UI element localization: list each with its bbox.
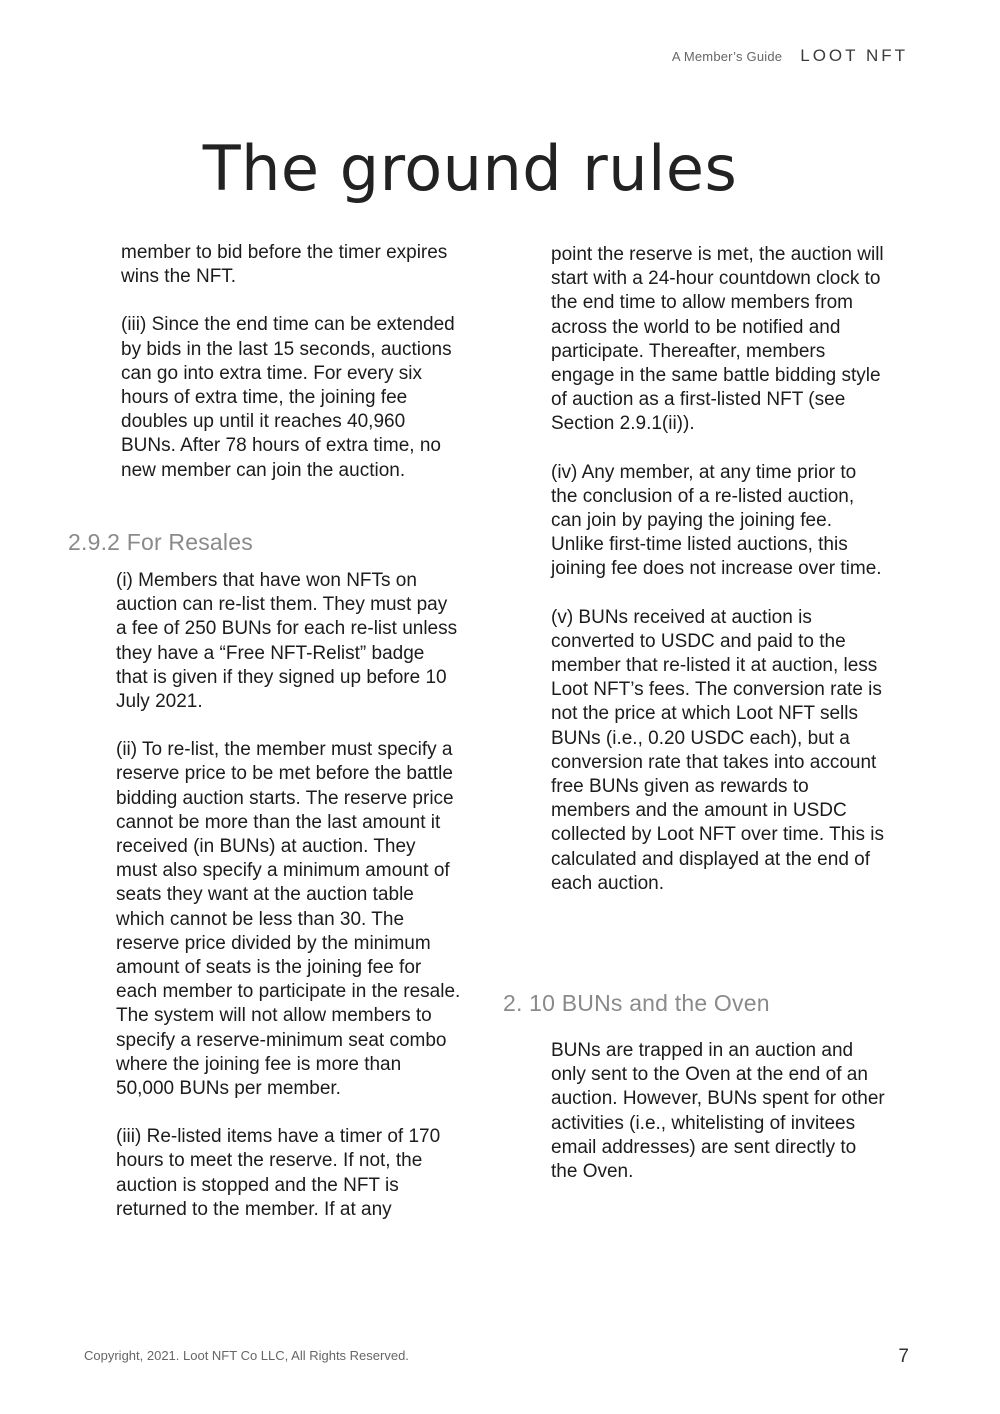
left-column-top xyxy=(121,241,461,507)
paragraph-resale-iii-continued: point the reserve is met, the auction will start with a 24-hour countdown clock to the end time to allow members from across the world to be notified and participate. Thereafter, members engage in the same battle bidding style of auction as a first-listed NFT (see Section 2.9.1(ii)). xyxy=(551,244,884,435)
section-heading-oven: 2. 10 BUNs and the Oven xyxy=(503,990,770,1016)
paragraph-resale-ii: (ii) To re-list, the member must specify a reserve price to be met before the battle bidding auction starts. The reserve price cannot be more than the last amount it received (in BUNs) at auction. They must also specify a minimum amount of seats they want at the auction table which cannot be less than 30. The reserve price divided by the minimum amount of seats is the joining fee for each member to participate in the resale. The system will not allow members to specify a reserve-minimum seat combo where the joining fee is more than 50,000 BUNs per member. xyxy=(116,739,461,1100)
paragraph-resale-v: (v) BUNs received at auction is converted to USDC and paid to the member that re-listed it at auction, less Loot NFT’s fees. The conversion rate is not the price at which Loot NFT sells BUNs (i.e., 0.20 USDC each), but a conversion rate that takes into account free BUNs given as rewards to members and the amount in USDC collected by Loot NFT over time. This is calculated and displayed at the end of each auction. xyxy=(551,606,884,894)
paragraph-resale-iii: (iii) Re-listed items have a timer of 170 hours to meet the reserve. If not, the auction is stopped and the NFT is returned to the member. If at any xyxy=(116,1126,441,1220)
right-column-top xyxy=(551,243,886,920)
page-header xyxy=(672,46,908,66)
right-column-oven xyxy=(551,1039,886,1208)
brand-logo: LOOT NFT xyxy=(800,46,908,65)
page-number: 7 xyxy=(898,1346,909,1367)
footer-copyright: Copyright, 2021. Loot NFT Co LLC, All Rights Reserved. xyxy=(84,1348,409,1363)
paragraph-continuation: member to bid before the timer expires wins the NFT. xyxy=(121,242,448,288)
paragraph-resale-i: (i) Members that have won NFTs on auction can re-list them. They must pay a fee of 250 BUNs for each re-list unless they have a “Free NFT-Relist” badge that is given if they signed up before 10 July 2021. xyxy=(116,570,458,713)
header-guide-label: A Member’s Guide xyxy=(671,48,783,64)
paragraph-resale-iv: (iv) Any member, at any time prior to the conclusion of a re-listed auction, can join by paying the joining fee. Unlike first-time listed auctions, this joining fee does not increase over time. xyxy=(551,461,882,580)
left-column-resales xyxy=(116,569,461,1246)
section-heading-resales: 2.9.2 For Resales xyxy=(68,529,253,555)
paragraph-oven: BUNs are trapped in an auction and only sent to the Oven at the end of an auction. However, BUNs spent for other activities (i.e., whitelisting of invitees email addresses) are sent directly to the Oven. xyxy=(551,1040,885,1183)
page-title: The ground rules xyxy=(202,132,738,205)
paragraph-first-listed-iii: (iii) Since the end time can be extended by bids in the last 15 seconds, auctions can go into extra time. For every six hours of extra time, the joining fee doubles up until it reaches 40,960 BUNs. After 78 hours of extra time, no new member can join the auction. xyxy=(121,314,455,481)
